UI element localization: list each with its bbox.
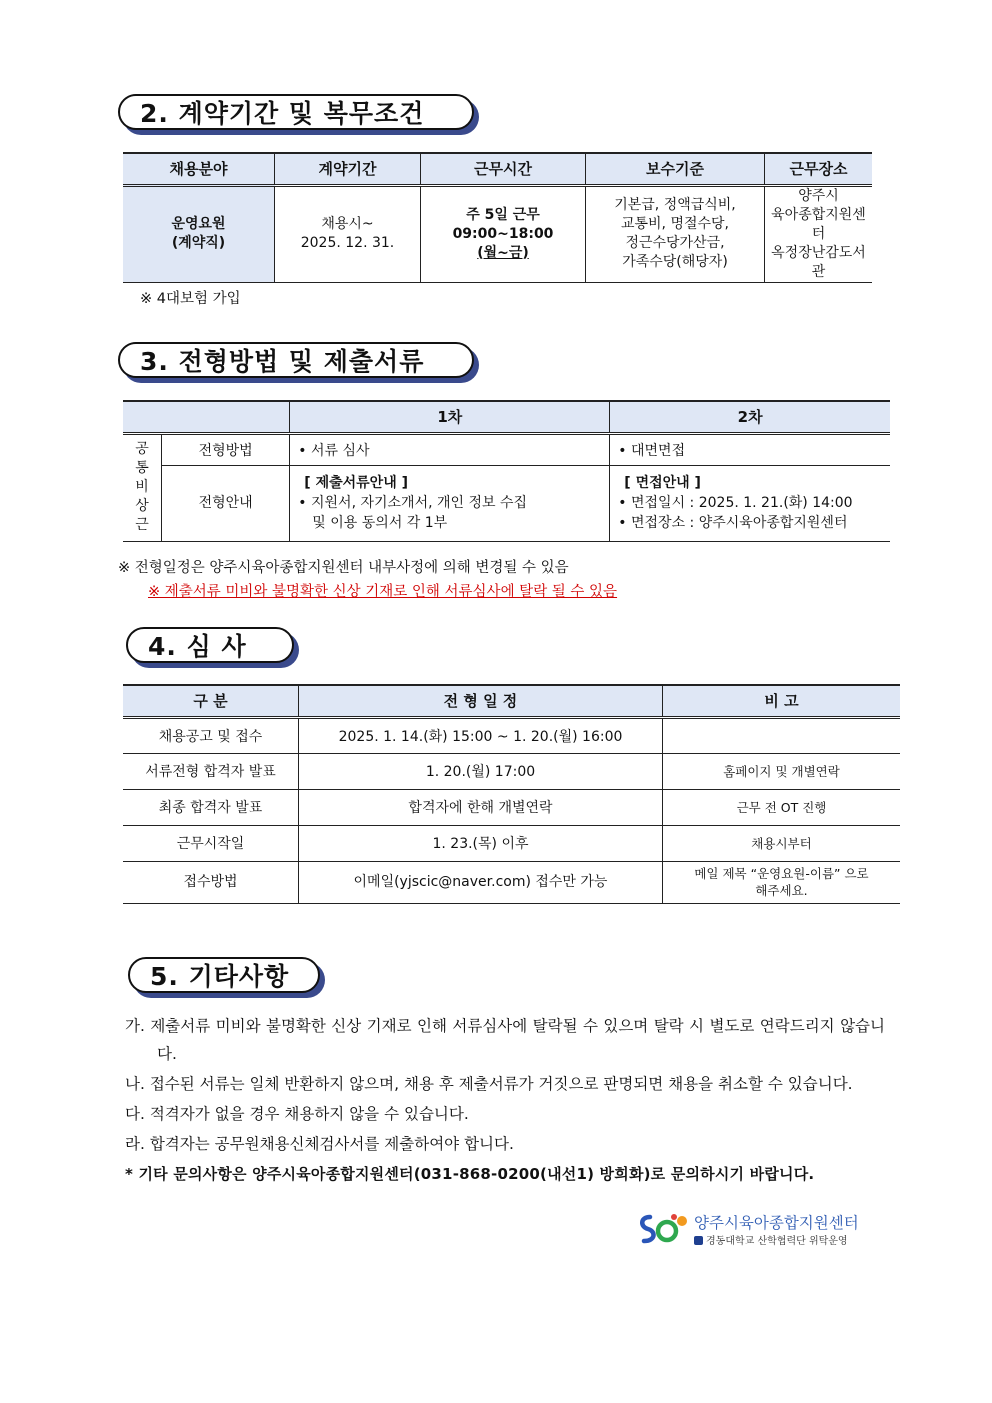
review-schedule: 합격자에 한해 개별연락 xyxy=(299,789,663,825)
review-category: 접수방법 xyxy=(183,873,238,890)
review-category: 채용공고 및 접수 xyxy=(158,728,263,745)
table-row xyxy=(123,753,900,789)
review-remarks xyxy=(663,717,901,753)
review-category: 서류전형 합격자 발표 xyxy=(145,764,276,780)
header-period: 계약기간 xyxy=(275,153,421,185)
section-2-title: 2. 계약기간 및 복무조건 xyxy=(118,94,474,130)
review-remarks: 메일 제목 “운영요원-이름” 으로 해주세요. xyxy=(663,861,901,903)
cell-place: 양주시 육아종합지원센터 옥정장난감도서관 xyxy=(765,185,873,282)
section-5-title: 5. 기타사항 xyxy=(128,957,320,993)
contract-table xyxy=(123,152,872,283)
table-row xyxy=(123,825,900,861)
cell-hours: 주 5일 근무 09:00~18:00 (월~금) xyxy=(421,185,586,282)
header-pay: 보수기준 xyxy=(586,153,765,185)
selection-table xyxy=(123,400,890,542)
misc-list xyxy=(125,1012,885,1188)
header-stage-1: 1차 xyxy=(290,401,610,433)
review-table xyxy=(123,684,900,904)
review-category: 근무시작일 xyxy=(176,836,245,852)
logo xyxy=(636,1209,876,1249)
cell-field: 운영요원 (계약직) xyxy=(123,185,275,282)
row-method-stage-2: • 대면면접 xyxy=(610,433,890,465)
schedule-note: ※ 전형일정은 양주시육아종합지원센터 내부사정에 의해 변경될 수 있음 xyxy=(118,560,569,576)
center-logo-icon xyxy=(636,1211,690,1247)
contact-note: * 기타 문의사항은 양주시육아종합지원센터(031-868-0200(내선1) 방희화)로 문의하시기 바랍니다. xyxy=(125,1165,815,1183)
header-place: 근무장소 xyxy=(765,153,873,185)
row-guide-label: 전형안내 xyxy=(162,465,290,541)
header-schedule: 전 형 일 정 xyxy=(299,685,663,717)
review-schedule: 2025. 1. 14.(화) 15:00 ~ 1. 20.(월) 16:00 xyxy=(299,717,663,753)
table-row xyxy=(123,789,900,825)
header-category: 구 분 xyxy=(123,685,299,717)
table-row xyxy=(123,717,900,753)
list-item: 나. 접수된 서류는 일체 반환하지 않으며, 채용 후 제출서류가 거짓으로 판명되면 채용을 취소할 수 있습니다. xyxy=(125,1075,853,1093)
row-method-label: 전형방법 xyxy=(162,433,290,465)
review-remarks: 근무 전 OT 진행 xyxy=(663,789,901,825)
list-item: 가. 제출서류 미비와 불명확한 신상 기재로 인해 서류심사에 탈락될 수 있으며 탈락 시 별도로 연락드리지 않습니다. xyxy=(125,1017,885,1063)
cell-pay: 기본급, 정액급식비, 교통비, 명절수당, 정근수당가산금, 가족수당(해당자) xyxy=(586,185,765,282)
header-stage-2: 2차 xyxy=(610,401,890,433)
review-schedule: 1. 20.(월) 17:00 xyxy=(299,753,663,789)
review-remarks: 홈페이지 및 개별연락 xyxy=(663,753,901,789)
header-field: 채용분야 xyxy=(123,153,275,185)
row-guide-stage-1: [ 제출서류안내 ] • 지원서, 자기소개서, 개인 정보 수집 및 이용 동의서 각 1부 xyxy=(290,465,610,541)
review-schedule: 이메일(yjscic@naver.com) 접수만 가능 xyxy=(299,861,663,903)
side-label: 공 통 비 상 근 xyxy=(135,441,149,533)
list-item: 다. 적격자가 없을 경우 채용하지 않을 수 있습니다. xyxy=(125,1105,469,1123)
header-empty xyxy=(123,401,290,433)
section-3-title: 3. 전형방법 및 제출서류 xyxy=(118,342,474,378)
logo-sub: 경동대학교 산학협력단 위탁운영 xyxy=(694,1232,848,1247)
header-hours: 근무시간 xyxy=(421,153,586,185)
university-emblem-icon xyxy=(694,1236,703,1245)
list-item: 라. 합격자는 공무원채용신체검사서를 제출하여야 합니다. xyxy=(125,1135,514,1153)
review-category: 최종 합격자 발표 xyxy=(158,800,263,816)
cell-period: 채용시~ 2025. 12. 31. xyxy=(275,185,421,282)
review-remarks: 채용시부터 xyxy=(663,825,901,861)
row-guide-stage-2: [ 면접안내 ] • 면접일시 : 2025. 1. 21.(화) 14:00 • 면접장소 : 양주시육아종합지원센터 xyxy=(610,465,890,541)
logo-name: 양주시육아종합지원센터 xyxy=(694,1214,859,1232)
header-remarks: 비 고 xyxy=(663,685,901,717)
section-4-title: 4. 심 사 xyxy=(126,627,294,663)
insurance-note: ※ 4대보험 가입 xyxy=(140,291,241,307)
review-schedule: 1. 23.(목) 이후 xyxy=(299,825,663,861)
document-warning: ※ 제출서류 미비와 불명확한 신상 기재로 인해 서류심사에 탈락 될 수 있음 xyxy=(148,584,618,600)
table-row xyxy=(123,861,900,903)
row-method-stage-1: • 서류 심사 xyxy=(290,433,610,465)
